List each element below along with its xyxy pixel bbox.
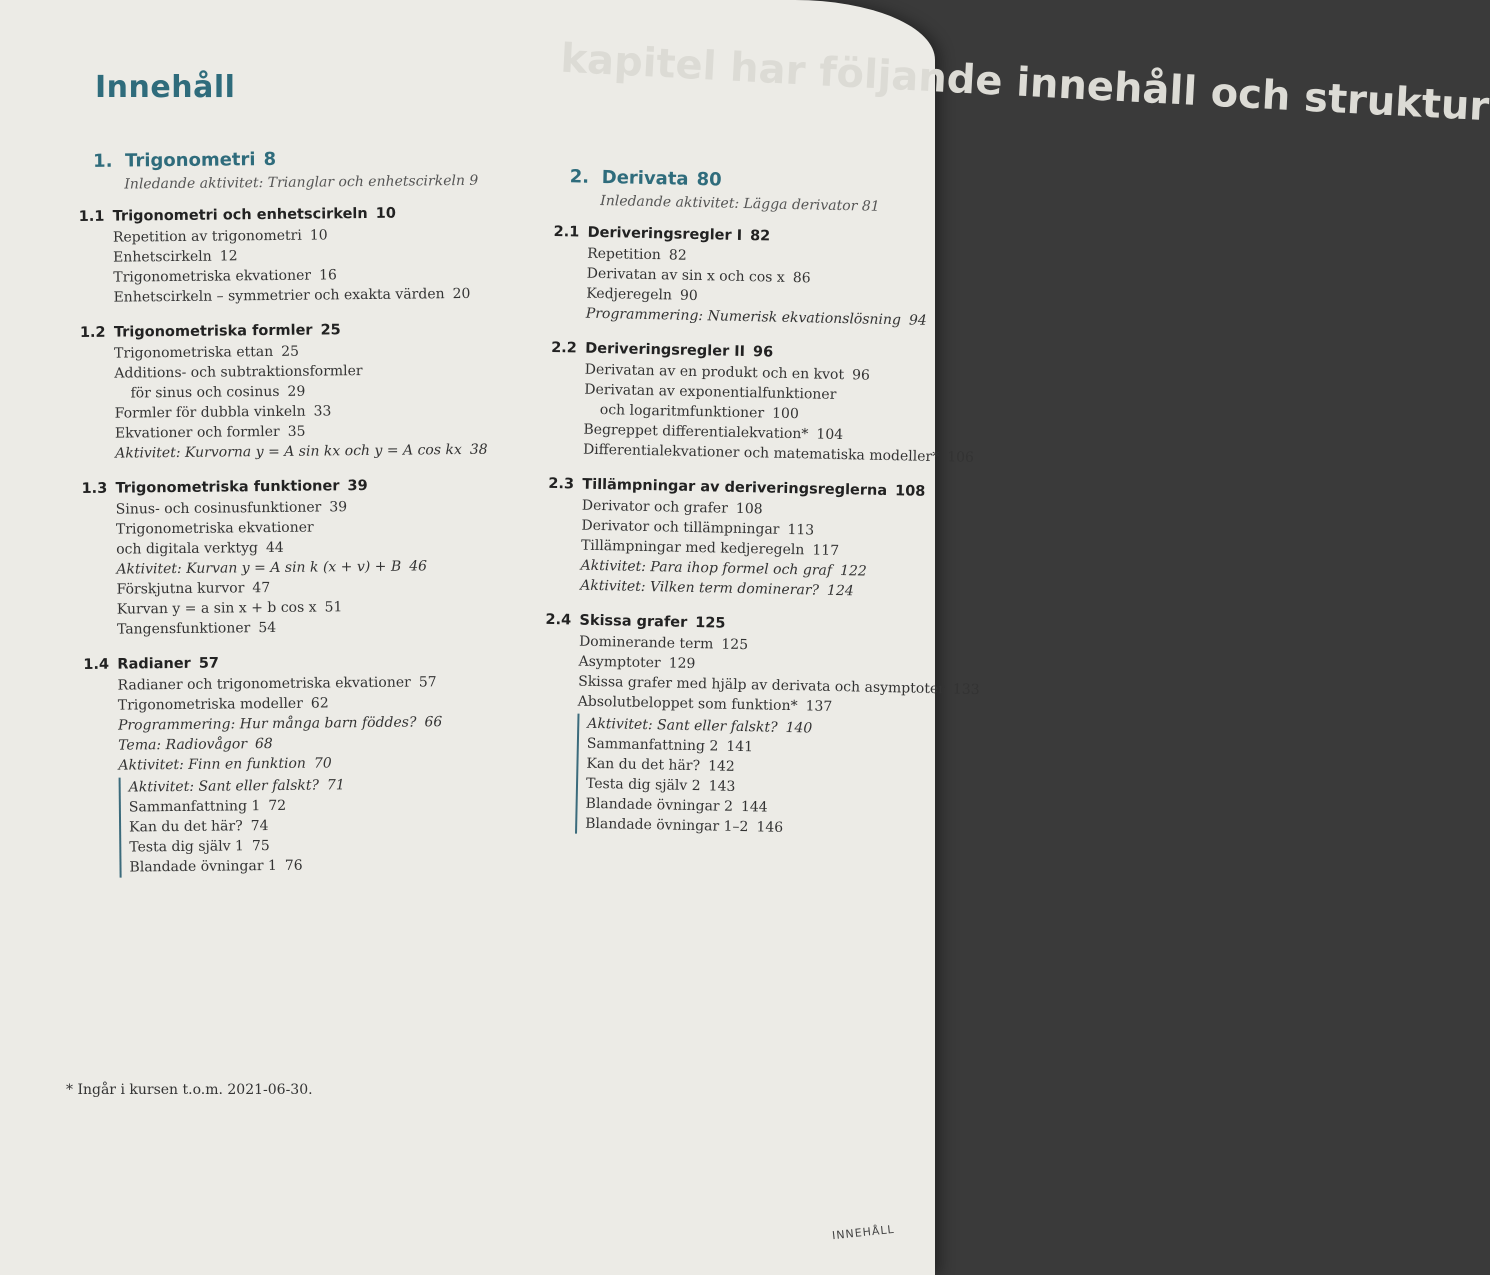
toc-entry-page: 96 bbox=[851, 367, 871, 384]
toc-entry-page: 129 bbox=[668, 655, 696, 673]
toc-entry-page: 75 bbox=[251, 838, 270, 855]
toc-entry-page: 124 bbox=[826, 582, 854, 600]
toc-entry-text: Aktivitet: Finn en funktion bbox=[118, 755, 306, 774]
toc-entry-text: Dominerande term bbox=[578, 633, 714, 653]
toc-entry-text: och digitala verktyg bbox=[116, 540, 258, 558]
toc-entry-text: Trigonometriska ettan bbox=[114, 343, 274, 362]
chapter-number: 2. bbox=[569, 166, 590, 188]
toc-column-right bbox=[541, 165, 980, 854]
toc-section bbox=[541, 609, 980, 840]
chapter-page: 8 bbox=[263, 148, 277, 171]
toc-entry-page: 86 bbox=[792, 270, 811, 287]
section-title: Deriveringsregler I bbox=[587, 224, 743, 244]
toc-entry-text: Programmering: Numerisk ekvationslösning bbox=[585, 305, 902, 329]
toc-entry-page: 106 bbox=[947, 449, 975, 466]
section-number: 1.3 bbox=[81, 480, 108, 497]
section-items bbox=[113, 224, 500, 308]
section-number: 1.2 bbox=[79, 324, 106, 341]
toc-entry-text: Tangensfunktioner bbox=[116, 620, 251, 638]
toc-entry-page: 57 bbox=[418, 674, 437, 691]
toc-entry-page: 90 bbox=[679, 287, 698, 305]
toc-entry-page: 47 bbox=[252, 580, 271, 597]
toc-entry-text: Asymptoter bbox=[578, 653, 661, 672]
toc-entry-text: Absolutbeloppet som funktion* bbox=[577, 693, 798, 715]
toc-entry-text: Derivatan av en produkt och en kvot bbox=[584, 361, 845, 384]
section-title: Deriveringsregler II bbox=[584, 340, 746, 361]
toc-section bbox=[546, 473, 926, 602]
toc-entry-page: 44 bbox=[265, 539, 284, 557]
toc-entry-text: Derivator och grafer bbox=[581, 497, 729, 517]
toc-entry-page: 66 bbox=[424, 714, 443, 731]
toc-entry-text: Trigonometriska modeller bbox=[117, 695, 303, 714]
section-title: Trigonometriska funktioner bbox=[115, 478, 340, 497]
toc-entry-text: Kurvan y = a sin x + b cos x bbox=[116, 599, 317, 618]
toc-entry-text: Aktivitet: Sant eller falskt? bbox=[587, 715, 778, 736]
toc-entry-text: Derivatan av sin x och cos x bbox=[586, 265, 785, 286]
section-items bbox=[580, 496, 898, 603]
toc-entry-text: Aktivitet: Kurvorna y = A sin kx och y = A cos kx bbox=[115, 441, 462, 462]
section-page: 39 bbox=[347, 477, 368, 495]
toc-entry-page: 20 bbox=[452, 285, 471, 303]
toc-entry-text: Aktivitet: Para ihop formel och graf bbox=[580, 557, 833, 579]
toc-entry-text: Differentialekvationer och matematiska modeller* bbox=[582, 441, 940, 466]
toc-entry-page: 144 bbox=[740, 799, 768, 816]
toc-entry-page: 62 bbox=[310, 695, 329, 712]
section-title: Skissa grafer bbox=[579, 612, 688, 631]
toc-entry-text: Trigonometriska ekvationer bbox=[115, 519, 314, 538]
toc-entry-text: Repetition bbox=[586, 245, 662, 264]
section-page: 25 bbox=[320, 322, 341, 339]
toc-entry-text: Aktivitet: Sant eller falskt? bbox=[128, 777, 320, 796]
toc-entry-text: Kan du det här? bbox=[129, 818, 243, 836]
toc-entry bbox=[117, 616, 503, 640]
section-number: 2.3 bbox=[548, 475, 575, 493]
toc-entry-text: Additions- och subtraktionsformler bbox=[114, 363, 363, 382]
section-number: 2.2 bbox=[551, 339, 578, 357]
toc-section bbox=[80, 318, 501, 464]
toc-entry-text: Kedjeregeln bbox=[586, 285, 673, 304]
toc-entry-page: 108 bbox=[735, 500, 763, 518]
toc-entry-page: 122 bbox=[839, 563, 867, 580]
section-title: Trigonometriska formler bbox=[113, 322, 313, 341]
section-page: 57 bbox=[198, 655, 220, 672]
toc-entry-text: Repetition av trigonometri bbox=[112, 227, 302, 246]
toc-entry-page: 70 bbox=[313, 755, 332, 772]
toc-entry-page: 113 bbox=[787, 521, 815, 539]
toc-entry-page: 133 bbox=[952, 681, 980, 699]
toc-entry-page: 71 bbox=[326, 777, 345, 794]
chapter-intro: Inledande aktivitet: Lägga derivator 81 bbox=[600, 192, 880, 215]
toc-entry-page: 51 bbox=[324, 599, 343, 616]
toc-entry-text: Begreppet differentialekvation* bbox=[583, 421, 809, 443]
toc-entry bbox=[113, 284, 499, 308]
toc-entry-text: Blandade övningar 2 bbox=[585, 795, 734, 815]
toc-entry-page: 38 bbox=[469, 441, 488, 458]
bleed-through-text: kapitel har följande innehåll och struktur bbox=[559, 35, 1490, 131]
toc-entry-page: 141 bbox=[726, 738, 754, 756]
toc-section bbox=[81, 474, 503, 640]
toc-entry bbox=[115, 440, 501, 464]
footnote: * Ingår i kursen t.o.m. 2021-06-30. bbox=[66, 1082, 313, 1098]
toc-entry-text: Förskjutna kurvor bbox=[116, 580, 245, 598]
toc-entry-page: 12 bbox=[219, 248, 238, 265]
toc-entry-page: 76 bbox=[284, 857, 303, 874]
toc-entry-page: 16 bbox=[318, 267, 337, 284]
chapter-title: Derivata bbox=[601, 166, 689, 190]
toc-entry-page: 29 bbox=[287, 383, 306, 400]
toc-entry-page: 46 bbox=[409, 558, 428, 575]
toc-entry-page: 54 bbox=[258, 619, 277, 637]
section-page: 82 bbox=[749, 228, 771, 245]
toc-entry-text: och logaritmfunktioner bbox=[599, 401, 765, 422]
toc-section bbox=[549, 337, 975, 466]
toc-entry-page: 82 bbox=[668, 247, 687, 264]
toc-entry-page: 72 bbox=[268, 797, 287, 815]
toc-section bbox=[79, 202, 500, 308]
toc-section bbox=[552, 221, 927, 330]
toc-entry-text: för sinus och cosinus bbox=[130, 383, 280, 402]
section-items bbox=[575, 632, 980, 841]
toc-entry-text: Tema: Radiovågor bbox=[118, 736, 248, 754]
section-number: 2.1 bbox=[553, 223, 580, 241]
toc-entry-text: Aktivitet: Vilken term dominerar? bbox=[580, 577, 820, 599]
toc-entry-text: Testa dig själv 1 bbox=[129, 838, 245, 856]
section-number: 2.4 bbox=[545, 611, 572, 629]
toc-entry-text: Enhetscirkeln – symmetrier och exakta värden bbox=[113, 286, 445, 306]
toc-entry-page: 117 bbox=[812, 542, 840, 560]
toc-entry-page: 142 bbox=[707, 758, 735, 775]
section-page: 108 bbox=[894, 483, 926, 500]
toc-entry-page: 94 bbox=[908, 312, 927, 329]
toc-entry-text: Radianer och trigonometriska ekvationer bbox=[117, 674, 411, 694]
toc-entry bbox=[118, 752, 504, 776]
review-block bbox=[575, 714, 893, 841]
page-title: Innehåll bbox=[95, 70, 236, 105]
chapter-title: Trigonometri bbox=[125, 149, 256, 172]
toc-entry-text: Derivatan av exponentialfunktioner bbox=[584, 381, 837, 403]
toc-section bbox=[83, 650, 505, 878]
section-items bbox=[118, 672, 506, 878]
section-title: Radianer bbox=[117, 655, 191, 673]
toc-entry-page: 33 bbox=[313, 403, 332, 420]
toc-entry-text: Aktivitet: Kurvan y = A sin k (x + v) + B bbox=[116, 558, 402, 578]
toc-entry-page: 104 bbox=[816, 426, 844, 444]
toc-column-left bbox=[78, 146, 506, 892]
toc-entry-page: 125 bbox=[721, 636, 749, 654]
section-page: 10 bbox=[375, 205, 396, 222]
toc-entry-text: Blandade övningar 1–2 bbox=[585, 815, 749, 836]
toc-entry-page: 68 bbox=[254, 735, 273, 753]
toc-entry-page: 143 bbox=[708, 778, 736, 795]
section-items bbox=[585, 244, 927, 331]
section-page: 125 bbox=[695, 615, 726, 632]
section-number: 1.1 bbox=[78, 208, 105, 225]
toc-entry-text: Testa dig själv 2 bbox=[585, 775, 701, 795]
toc-entry-text: Skissa grafer med hjälp av derivata och asymptoter bbox=[578, 673, 946, 698]
toc-entry-text: Programmering: Hur många barn föddes? bbox=[117, 714, 417, 734]
toc-entry-page: 10 bbox=[309, 227, 328, 244]
section-title: Trigonometri och enhetscirkeln bbox=[112, 205, 368, 225]
toc-entry-page: 146 bbox=[756, 819, 784, 836]
section-items bbox=[582, 360, 975, 467]
chapter-number: 1. bbox=[93, 150, 113, 172]
chapter-page: 80 bbox=[696, 168, 722, 191]
toc-entry-text: Formler för dubbla vinkeln bbox=[114, 403, 306, 422]
toc-entry-text: Enhetscirkeln bbox=[113, 248, 212, 266]
toc-entry-text: Blandade övningar 1 bbox=[129, 857, 277, 876]
toc-entry-page: 140 bbox=[785, 719, 813, 737]
review-block bbox=[119, 774, 506, 878]
section-items bbox=[114, 340, 501, 464]
section-items bbox=[116, 496, 503, 640]
toc-entry-page: 74 bbox=[250, 818, 269, 835]
toc-entry-text: Tillämpningar med kedjeregeln bbox=[580, 537, 805, 559]
section-number: 1.4 bbox=[83, 656, 110, 673]
section-page: 96 bbox=[752, 344, 774, 361]
toc-entry-text: Ekvationer och formler bbox=[114, 423, 280, 442]
toc-entry bbox=[129, 854, 505, 878]
toc-entry-page: 25 bbox=[281, 343, 300, 360]
section-title: Tillämpningar av deriveringsreglerna bbox=[582, 476, 888, 500]
toc-entry-text: Trigonometriska ekvationer bbox=[113, 267, 312, 286]
toc-entry-page: 39 bbox=[329, 499, 348, 516]
toc-entry-text: Derivator och tillämpningar bbox=[581, 517, 780, 538]
chapter-intro: Inledande aktivitet: Trianglar och enhetscirkeln 9 bbox=[124, 172, 479, 193]
toc-entry-page: 100 bbox=[771, 405, 799, 423]
toc-entry-text: Sinus- och cosinusfunktioner bbox=[115, 499, 322, 518]
toc-entry-text: Sammanfattning 2 bbox=[586, 735, 719, 755]
toc-entry-page: 35 bbox=[287, 423, 306, 440]
corner-label: INNEHÅLL bbox=[831, 1222, 896, 1243]
toc-entry-page: 137 bbox=[805, 698, 833, 715]
toc-entry-text: Kan du det här? bbox=[586, 755, 701, 775]
toc-entry-text: Sammanfattning 1 bbox=[128, 798, 261, 816]
